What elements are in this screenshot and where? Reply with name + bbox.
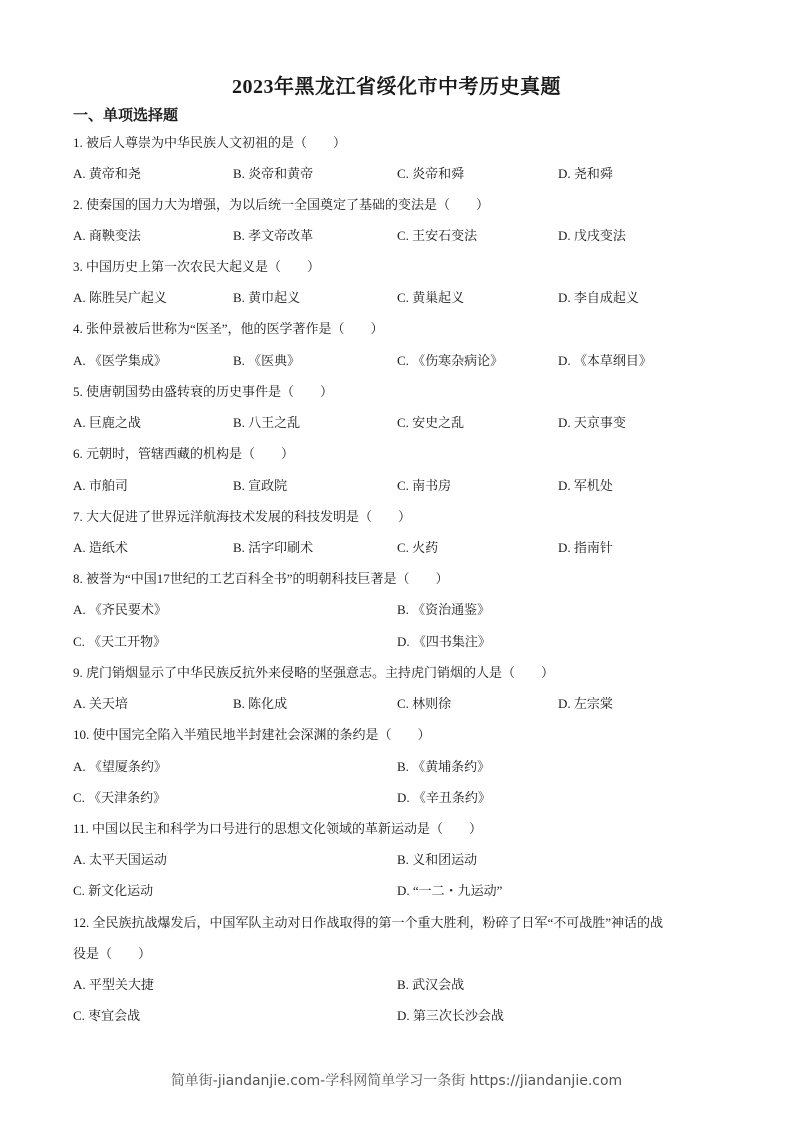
q8-option-d: D. 《四书集注》 — [397, 634, 491, 649]
q4-option-b: B. 《医典》 — [233, 353, 301, 368]
q3-option-b: B. 黄巾起义 — [233, 290, 301, 305]
footer-watermark: 简单街-jiandanjie.com-学科网简单学习一条街 https://jiandanjie.com — [170, 1073, 623, 1089]
q12-option-c: C. 枣宜会战 — [73, 1008, 141, 1023]
q6-option-c: C. 南书房 — [397, 478, 452, 493]
q5-option-c: C. 安史之乱 — [397, 415, 465, 430]
q12-option-d: D. 第三次长沙会战 — [397, 1008, 504, 1023]
q6-option-a: A. 市舶司 — [73, 478, 128, 493]
q1-option-c: C. 炎帝和舜 — [397, 166, 465, 181]
q2-option-c: C. 王安石变法 — [397, 228, 478, 243]
question-10-stem: 10. 使中国完全陷入半殖民地半封建社会深渊的条约是（ ） — [73, 727, 431, 742]
q1-option-b: B. 炎帝和黄帝 — [233, 166, 314, 181]
q4-option-d: D. 《本草纲目》 — [558, 353, 652, 368]
q3-option-d: D. 李自成起义 — [558, 290, 639, 305]
q10-option-a: A. 《望厦条约》 — [73, 759, 167, 774]
q11-option-b: B. 义和团运动 — [397, 852, 478, 867]
question-11-stem: 11. 中国以民主和科学为口号进行的思想文化领域的革新运动是（ ） — [73, 821, 483, 836]
section-heading: 一、单项选择题 — [73, 108, 179, 124]
q12-option-b: B. 武汉会战 — [397, 977, 465, 992]
q12-option-a: A. 平型关大捷 — [73, 977, 154, 992]
q6-option-d: D. 军机处 — [558, 478, 613, 493]
question-12-stem: 12. 全民族抗战爆发后，中国军队主动对日作战取得的第一个重大胜利，粉碎了日军“不可战胜”神话的战 — [73, 915, 664, 930]
question-3-stem: 3. 中国历史上第一次农民大起义是（ ） — [73, 259, 321, 274]
q8-option-a: A. 《齐民要术》 — [73, 602, 167, 617]
q7-option-c: C. 火药 — [397, 540, 439, 555]
q4-option-a: A. 《医学集成》 — [73, 353, 167, 368]
q11-option-d: D. “一二・九运动” — [397, 883, 503, 898]
q10-option-d: D. 《辛丑条约》 — [397, 790, 491, 805]
q5-option-b: B. 八王之乱 — [233, 415, 301, 430]
q4-option-c: C. 《伤寒杂病论》 — [397, 353, 504, 368]
q2-option-b: B. 孝文帝改革 — [233, 228, 314, 243]
question-4-stem: 4. 张仲景被后世称为“医圣”，他的医学著作是（ ） — [73, 321, 384, 336]
q1-option-d: D. 尧和舜 — [558, 166, 613, 181]
q2-option-a: A. 商鞅变法 — [73, 228, 141, 243]
question-12-stem-continued: 役是（ ） — [73, 946, 152, 961]
question-9-stem: 9. 虎门销烟显示了中华民族反抗外来侵略的坚强意志。主持虎门销烟的人是（ ） — [73, 665, 555, 680]
q3-option-c: C. 黄巢起义 — [397, 290, 465, 305]
q6-option-b: B. 宣政院 — [233, 478, 288, 493]
q3-option-a: A. 陈胜吴广起义 — [73, 290, 167, 305]
q5-option-d: D. 天京事变 — [558, 415, 626, 430]
q10-option-c: C. 《天津条约》 — [73, 790, 167, 805]
question-8-stem: 8. 被誉为“中国17世纪的工艺百科全书”的明朝科技巨著是（ ） — [73, 571, 449, 586]
q11-option-a: A. 太平天国运动 — [73, 852, 167, 867]
q7-option-a: A. 造纸术 — [73, 540, 128, 555]
q7-option-d: D. 指南针 — [558, 540, 613, 555]
q9-option-a: A. 关天培 — [73, 696, 128, 711]
q9-option-b: B. 陈化成 — [233, 696, 288, 711]
q10-option-b: B. 《黄埔条约》 — [397, 759, 491, 774]
question-6-stem: 6. 元朝时，管辖西藏的机构是（ ） — [73, 446, 295, 461]
q9-option-d: D. 左宗棠 — [558, 696, 613, 711]
question-7-stem: 7. 大大促进了世界远洋航海技术发展的科技发明是（ ） — [73, 509, 412, 524]
question-2-stem: 2. 使秦国的国力大为增强，为以后统一全国奠定了基础的变法是（ ） — [73, 197, 490, 212]
q8-option-b: B. 《资治通鉴》 — [397, 602, 491, 617]
page-title: 2023年黑龙江省绥化市中考历史真题 — [232, 76, 561, 98]
q11-option-c: C. 新文化运动 — [73, 883, 154, 898]
q8-option-c: C. 《天工开物》 — [73, 634, 167, 649]
q1-option-a: A. 黄帝和尧 — [73, 166, 141, 181]
q5-option-a: A. 巨鹿之战 — [73, 415, 141, 430]
q9-option-c: C. 林则徐 — [397, 696, 452, 711]
q7-option-b: B. 活字印刷术 — [233, 540, 314, 555]
question-1-stem: 1. 被后人尊崇为中华民族人文初祖的是（ ） — [73, 135, 347, 150]
question-5-stem: 5. 使唐朝国势由盛转衰的历史事件是（ ） — [73, 384, 334, 399]
q2-option-d: D. 戊戌变法 — [558, 228, 626, 243]
